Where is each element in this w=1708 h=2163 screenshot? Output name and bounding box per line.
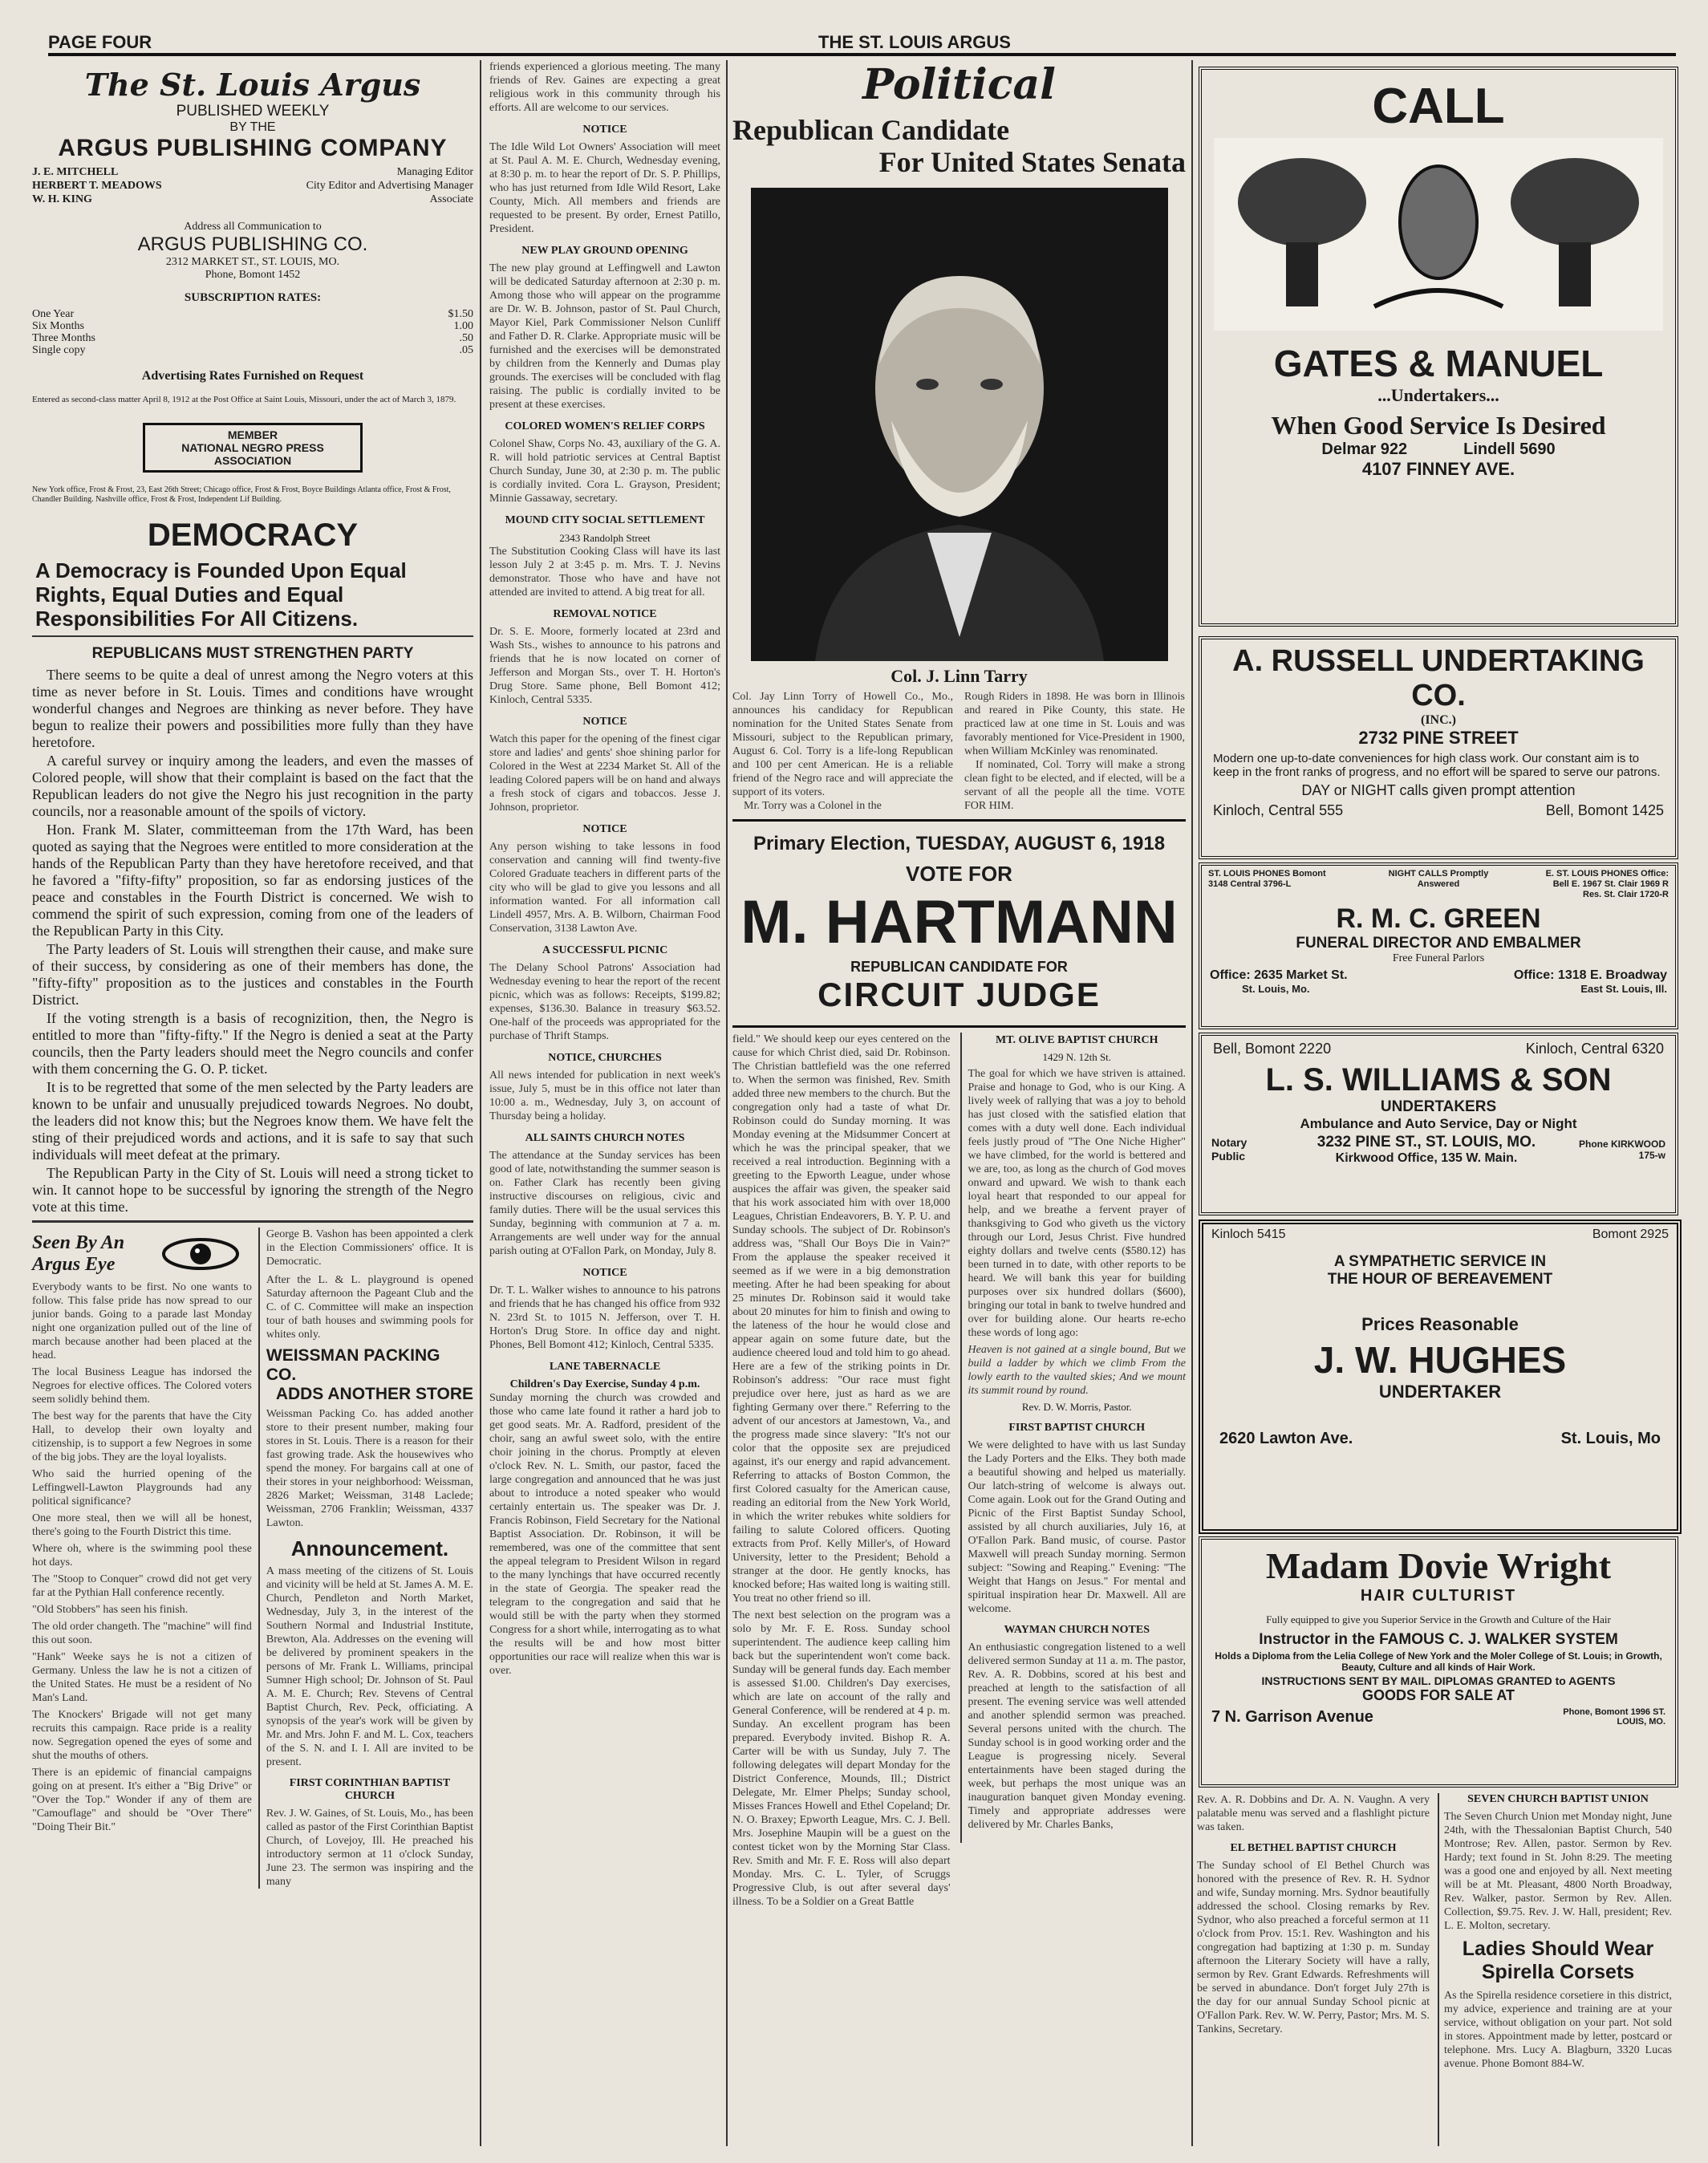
- seven-union-text: The Seven Church Union met Monday night, June 24th, with the Thessalonian Baptist Church, 540 Montrose; Rev. Allen, pastor. Sermon by Rev. Hardy; text found in St. John 8:29. The meeting was a good one and enjoyed by all. Next meeting will be at Mt. Pleasant, 4800 North Broadway, Rev. Walker, pastor. Sermon by Rev. Allen. Collection, $9.75. Rev. J. W. Hall, president; Rev. L. E. Molton, secretary.: [1444, 1811, 1672, 1932]
- notice-text: Dr. T. L. Walker wishes to announce to his patrons and friends that he has changed his office from 932 N. 23rd St. to 1015 N. Jefferson, over T. H. Horton's Drug Store. In office day and night. Phones, Bell Bomont 412; Kinloch, Central 5335.: [489, 1284, 720, 1351]
- olive-heading: MT. OLIVE BAPTIST CHURCH: [995, 1034, 1158, 1046]
- olive-verse: Heaven is not gained at a single bound, But we build a ladder by which we climb From the lowly earth to the vaulted skies; And we mount its summit round by round.: [968, 1344, 1186, 1397]
- dovie-line: INSTRUCTIONS SENT BY MAIL. DIPLOMAS GRANTED to AGENTS: [1261, 1674, 1616, 1687]
- elbethel-text: The Sunday school of El Bethel Church was honored with the presence of Rev. R. H. Sydnor and wife, Sunday morning. Mrs. Sydnor beautifully addressed the school. Closing remarks by Rev. Sydnor, who also preached a forceful sermon at 11 o'clock from Prov. 15:1. Rev. Washington and his congregation had baptizing at 1:30 p. m. Sunday afternoon the Literary Society will have a rally, sermon by Rev. Grant Edwards. Refreshments will be served in abundance. Don't forget July 27th is the day for our annual Sunday School picnic at O'Fallon Park. Rev. W. W. Perry, Pastor; Mrs. M. S. Tankins, Secretary.: [1197, 1860, 1430, 2035]
- candidate-text-right: [964, 690, 1185, 813]
- hughes-line: A SYMPATHETIC SERVICE IN: [1333, 1253, 1547, 1270]
- seen-item: There is an epidemic of financial campaigns going on at present. It's either a "Big Drive" or "Over the Top." Wonder if any of them are "Camouflage" and should be "Over There" "Doing Their Bit.": [32, 1767, 252, 1833]
- column-rule: [1191, 60, 1193, 2146]
- page-label: PAGE FOUR: [48, 32, 152, 52]
- rate-price: $1.50: [448, 308, 473, 320]
- political-title: Political: [862, 60, 1056, 109]
- green-office: Office: 2635 Market St.: [1210, 968, 1348, 982]
- member-box: [143, 423, 363, 473]
- political-head-2: For United States Senata: [878, 146, 1186, 178]
- candidate-text: Mr. Torry was a Colonel in the: [744, 800, 882, 812]
- russell-text: Modern one up-to-date conveniences for high class work. Our constant aim is to keep in the front ranks of progress, and no effort will be spared to serve our patrons.: [1213, 752, 1661, 779]
- notice-text: Watch this paper for the opening of the finest cigar store and ladies' and gents' shoe shining parlor for Colored in the West at 2234 Market St. All of the leading Colored papers will be on hand and always a fresh stock of cigars and tobaccos. Jesse J. Johnson, proprietor.: [489, 733, 720, 814]
- seen-item: The old order changeth. The "machine" will find this out soon.: [32, 1621, 252, 1646]
- announcement-text: A mass meeting of the citizens of St. Louis and vicinity will be held at St. James A. M. E. Church, Pendleton and North Market, Wednesday, July 3, in the interest of the Southern Normal and Industrial Institute, Brewton, Ala. Addresses on the evening will be delivered by prominent speakers in the persons of Mr. Frank L. Williams, principal Sumner High school; Dr. Johnson of St. Paul A. M. E. Church; Rev. Stevens of Central Baptist Church, Rev. Peck, officiating. A synopsis of the year's work will be given by Mr. and Mrs. John F. and M. L. Cox, teachers of the S. N. and I. I. All are invited to be present.: [266, 1565, 473, 1768]
- gates-manuel-slogan: When Good Service Is Desired: [1271, 411, 1606, 440]
- candidate-portrait: [751, 188, 1168, 661]
- editorial-paragraph: Hon. Frank M. Slater, committeeman from the 17th Ward, has been quoted as saying that the Negroes were entitled to more consideration at the hands of the Republican Party than they have heretofore received, and that he favored a "fifty-fifty" proposition, so far as endorsing justices of the peace and constables in the Fourth District is concerned. We wish to commend the spirit of such expression, coming from one of the leaders of the Republican Party in this City.: [32, 822, 473, 939]
- offices-note: New York office, Frost & Frost, 23, East 26th Street; Chicago office, Frost & Frost, Boyce Buildings Atlanta office, Frost & Frost, Chandler Building. Nashville office, Frost & Frost, Independent Lif Building.: [32, 485, 451, 504]
- notice-heading: NOTICE: [582, 124, 627, 136]
- dobbins-text: Rev. A. R. Dobbins and Dr. A. N. Vaughn. A very palatable menu was served and a flashlight picture was taken.: [1197, 1794, 1430, 1833]
- allsaints-heading: ALL SAINTS CHURCH NOTES: [525, 1132, 685, 1144]
- staff-role: Associate: [429, 193, 473, 205]
- candidate-text: Col. Jay Linn Torry of Howell Co., Mo., announces his candidacy for Republican nomination for the United States Senate from Missouri, subject to the Republican primary, August 6. Col. Torry is a life-long Republican and 100 per cent American. He is a reliable friend of the Negro race and will appreciate the support of its voters.: [732, 691, 953, 798]
- elbethel-heading: EL BETHEL BAPTIST CHURCH: [1230, 1842, 1397, 1854]
- column-rule: [480, 60, 481, 2146]
- weissman-text: Weissman Packing Co. has added another store to their present number, making four stores in St. Louis. There is a reason for their fast growing trade. Ask the housewives who spend the money. For bargains call at one of their stores in your neighborhood: Weissman, 2826 Market; Weissman, 3148 Laclede; Weissman, 2706 Franklin; Weissman, 4337 Lawton.: [266, 1408, 473, 1529]
- hughes-line: THE HOUR OF BEREAVEMENT: [1327, 1271, 1553, 1288]
- page-header: [48, 32, 1676, 56]
- seen-item: Everybody wants to be first. No one wants to follow. This false pride has now spread to our junior bands. Going to a parade last Monday night one organization pulled out of the line of march because another had been placed at the head.: [32, 1281, 252, 1362]
- green-parlors: Free Funeral Parlors: [1392, 952, 1485, 964]
- hughes-kinloch: Kinloch 5415: [1211, 1228, 1286, 1241]
- col3-left: [732, 1033, 951, 1908]
- russell-address: 2732 PINE STREET: [1358, 728, 1519, 748]
- green-office: Office: 1318 E. Broadway: [1513, 968, 1667, 982]
- green-phones-left: ST. LOUIS PHONES Bomont 3148 Central 3796-L: [1208, 869, 1326, 889]
- subscription-title: SUBSCRIPTION RATES:: [184, 291, 322, 304]
- editorial-paragraph: The Republican Party in the City of St. Louis will need a strong ticket to win. It cannot hope to be successful by ignoring the strength of the Negro vote at this time.: [32, 1165, 473, 1215]
- russell-day: DAY or NIGHT calls given prompt attention: [1301, 782, 1576, 798]
- hughes-sub: UNDERTAKER: [1378, 1382, 1502, 1402]
- removal-text: Dr. S. E. Moore, formerly located at 23rd and Wash Sts., wishes to announce to his patrons and friends that he is now located on corner of Jefferson and Morgan Sts., over T. H. Horton's Drug Store. Same phone, Bell Bomont 412; Kinloch, Central 5335.: [489, 626, 720, 706]
- seen-item: The "Stoop to Conquer" crowd did not get very far at the Pythian Hall conference recently.: [32, 1573, 252, 1599]
- dovie-address: 7 N. Garrison Avenue: [1211, 1707, 1373, 1726]
- address-lead: Address all Communication to: [184, 221, 322, 233]
- eye-icon: [160, 1234, 241, 1274]
- picnic-heading: A SUCCESSFUL PICNIC: [542, 944, 668, 956]
- hughes-name: J. W. HUGHES: [1313, 1339, 1567, 1381]
- flower-urns-icon: [1214, 138, 1663, 331]
- rate-price: 1.00: [453, 320, 473, 332]
- playground-heading: NEW PLAY GROUND OPENING: [521, 245, 688, 257]
- dovie-name: Madam Dovie Wright: [1265, 1545, 1612, 1586]
- williams-ad: [1199, 1033, 1678, 1215]
- green-ad: [1199, 862, 1678, 1029]
- russell-ad: [1199, 636, 1678, 859]
- wayman-text: An enthusiastic congregation listened to a well delivered sermon Sunday at 11 a. m. The pastor, Rev. A. R. Dobbins, scored at his best and preached at length to the satisfaction of all present. The evening service was well attended and another splendid sermon was preached. Several persons united with the church. The Sunday school is in good working order and the League is progressing nicely. Several entertainments have been staged during the week, but perhaps the most unique was an inauguration banquet given Monday evening. Timely and appropriate addresses were delivered by Mr. Charles Banks,: [968, 1642, 1186, 1831]
- playground-text: The new play ground at Leffingwell and Lawton will be dedicated Saturday afternoon at 2:30 p. m. Among those who will appear on the programme are Dr. W. B. Johnson, pastor of St. Paul Church, Mayor Kiel, Park Commissioner Nelson Cunliff and Father D. R. Clarke. Appropriate music will be furnished and the exercises will be demonstrated by children from the Kennerly and Dumas play grounds. The exercises will be concluded with flag raising. The public is cordially invited to be present at these exercises.: [489, 262, 720, 411]
- col3-right: [960, 1033, 1187, 1843]
- rate-term: Six Months: [32, 320, 84, 332]
- editorial-paragraph: A careful survey or inquiry among the leaders, and even the masses of Colored people, will show that their complaint is based on the fact that the Republican leaders do not give the Negro his just recognition in the party councils, nor a reasonable amount of the spoils of victory.: [32, 753, 473, 819]
- green-sub: FUNERAL DIRECTOR AND EMBALMER: [1296, 935, 1581, 952]
- democracy-subtitle: A Democracy is Founded Upon Equal Rights, Equal Duties and Equal Responsibilities For All Citizens.: [35, 558, 407, 631]
- gates-manuel-ad: [1199, 67, 1678, 627]
- notice-heading: NOTICE: [582, 823, 627, 835]
- paper-name: THE ST. LOUIS ARGUS: [818, 32, 1011, 52]
- olive-text: The goal for which we have striven is attained. Praise and honage to God, who is our King. A lively week of rallying that was a joy to behold has just closed with the satisfied elation that comes with a duty well done. Each individual feels justly proud of "The One Niche Higher" we have climbed, for the world is bettered and we are, too, as long as the church of God moves onward and upward. We wish to thank each loyal heart that responded to our appeal for help, and we breathe a fervent prayer of thanksgiving to God who giveth us the victory through our Lord, Jesus Christ. Five hundred eighty dollars and twelve cents ($580.12) has been turned in to date, with other reports to be heard. We will bank this year for building purposes over six hundred dollars ($600), bringing our total in bank to twelve hundred and over for building alone. Our hearts re-echo these words of long ago:: [968, 1068, 1186, 1339]
- olive-signature: Rev. D. W. Morris, Pastor.: [1021, 1401, 1132, 1413]
- staff-name: HERBERT T. MEADOWS: [32, 180, 162, 192]
- dovie-phone: Phone, Bomont 1996 ST. LOUIS, MO.: [1563, 1707, 1665, 1727]
- robinson-text: field." We should keep our eyes centered on the cause for which Christ died, said Dr. Robinson. The Christian battlefield was the one referred to. When the sermon was finished, Rev. Smith added three new members to the church. But the congregation only had a taste of what Dr. Robinson could do Sunday morning. It was Monday evening at the Midsummer Concert at which he was the principal speaker, that we received a real introduction. Beginning with a greeting to the Epworth League, under whose auspices the affair was given, the speaker said that his work associated him with over 18,000 Leagues, Christian Endeavorers, B. Y. P. U. and Sunday schools. The subject of Dr. Robinson's address was, "Shall Our Boys Die in Vain?" From the applause the speaker received it seemed as if we were in a big demonstration meeting. After he had been speaking for about 25 minutes Dr. Robinson said it would take about 20 minutes for him to finish and owing to the lateness of the hour he would close and appear again on some future date, but the audience cheered loud and told him to go ahead. Here are a few of the striking points in Dr. Robinson's address: "Our race must fight prejudice over here, just as hard as we are fighting Germany over there." Referring to the advent of our ancestors at Jamestown, Va., and the progress made since slavery: "It's not our color that the opposite sex are prejudiced against, it's our energy and rapid advancement. Referring to attacks of Boston Common, the first Colored casualty for the American cause, reading an editorial from the New York World, in which the writer rebukes white soldiers for failing to salute Colored officers. Quoting extracts from Prof. Kelly Miller's, of Howard University, letter to the President; Behold a stranger at the door. He gently knocks, has knocked before; Has waited long is waiting still. You treat no other friend so ill.: [732, 1033, 951, 1605]
- ath-item: After the L. & L. playground is opened Saturday afternoon the Pageant Club and the C. of C. Committee will make an inspection tour of bath houses and swimming pools for whites only.: [266, 1274, 473, 1341]
- rate-price: .05: [459, 344, 473, 356]
- staff-name: J. E. MITCHELL: [32, 166, 119, 178]
- gates-manuel-sub: ...Undertakers...: [1377, 385, 1499, 405]
- mound-text: The Substitution Cooking Class will have its last lesson July 2 at 3:45 p. m. Mrs. T. J. Nevins demonstrator. Those who have and have not attended are invited to attend. A big treat for all.: [489, 546, 720, 599]
- rate-term: One Year: [32, 308, 75, 320]
- editorial-paragraph: If the voting strength is a basis of recognizition, then, the Negro is entitled to more than "fifty-fifty." If the Negro is denied a seat at the Party councils, then the Party leaders should meet the Negro councils and confer with them concerning the G. O. P. ticket.: [32, 1010, 473, 1077]
- spirella-heading: Ladies Should Wear Spirella Corsets: [1462, 1938, 1654, 1983]
- editorial-paragraph: There seems to be quite a deal of unrest among the Negro voters at this time as never before in St. Louis. Times and conditions have wrought wonderful changes and Negroes are thinking as never before. They have begun to realize their powers and possibilities more fully than they have heretofore.: [32, 667, 473, 750]
- churches-heading: NOTICE, CHURCHES: [548, 1052, 662, 1064]
- column-two: [489, 60, 720, 1677]
- staff-list: [32, 165, 473, 206]
- member-line: MEMBER: [227, 428, 278, 441]
- rates-list: [32, 308, 473, 356]
- masthead-company: ARGUS PUBLISHING COMPANY: [58, 135, 448, 161]
- entered-note: Entered as second-class matter April 8, 1912 at the Post Office at Saint Louis, Missouri, under the act of March 3, 1879.: [32, 395, 456, 404]
- lane-text: Sunday morning the church was crowded and those who came late found it rather a hard job to get good seats. Mr. A. Radford, president of the choir, sang an awful sweet solo, with the entire choir joining in the chorus. Promptly at eleven o'clock Rev. N. L. Smith, our pastor, faced the large congregation and announced that he was just about to introduce a noted speaker who would certainly entertain us. The speaker was Dr. J. Francis Robinson, Field Secretary for the National Baptist Association. Dr. Robinson, it will be remembered, was one of the committee that sent the appeal telegram to President Wilson in regard to the many lynchings that have occurred recently in the state of Georgia. The speaker read the telegram to the congregation and said that he would still be with the party when they stormed Congress for a short while, interrogating as to what the results will be and how most bitter opportunities our race will realize when this war is over.: [489, 1392, 720, 1677]
- masthead-published: PUBLISHED WEEKLY: [176, 103, 330, 120]
- williams-kirkwood: Kirkwood Office, 135 W. Main.: [1335, 1151, 1518, 1165]
- announcement-heading: Announcement.: [290, 1536, 449, 1560]
- seen-item: The Knockers' Brigade will not get many recruits this campaign. Race pride is a reality now. Segregation opened the eyes of some and shut the mouths of others.: [32, 1709, 252, 1762]
- rate-term: Single copy: [32, 344, 86, 356]
- spirella-text: As the Spirella residence corsetiere in this district, my advice, experience and training are at your service, without obligation on your part. Not sold in stores. Appointment made by letter, postcard or telephone. Mrs. Lucy A. Blagburn, 3320 Lucas avenue. Phone Bomont 884-W.: [1444, 1990, 1672, 2070]
- column-rule: [726, 60, 728, 2146]
- notice-heading: NOTICE: [582, 716, 627, 728]
- hartmann-name: M. HARTMANN: [740, 888, 1178, 956]
- hughes-prices: Prices Reasonable: [1361, 1314, 1519, 1334]
- democracy-title: DEMOCRACY: [147, 517, 359, 553]
- green-city: St. Louis, Mo.: [1242, 983, 1310, 995]
- weissman-heading: WEISSMAN PACKING CO.: [266, 1346, 440, 1384]
- gates-manuel-phone: Lindell 5690: [1463, 440, 1556, 458]
- green-phones-right: E. ST. LOUIS PHONES Office: Bell E. 1967 St. Clair 1969 R Res. St. Clair 1720-R: [1545, 869, 1669, 899]
- column-four: [1197, 60, 1678, 2146]
- relief-heading: COLORED WOMEN'S RELIEF CORPS: [505, 420, 705, 432]
- lane-heading: LANE TABERNACLE: [549, 1361, 661, 1373]
- hartmann-ad: [732, 822, 1186, 1025]
- russell-inc: (INC.): [1421, 713, 1456, 727]
- masthead-phone: Phone, Bomont 1452: [205, 269, 301, 281]
- williams-phone: Phone KIRKWOOD 175-w: [1579, 1138, 1665, 1161]
- notice-text: The Idle Wild Lot Owners' Association will meet at St. Paul A. M. E. Church, Wednesday evening, at 8:30 p. m. to hear the report of Dr. S. P. Phillips, who has just returned from Idle Wild Resort, Lake County, Mich. All members and friends are requested to be present. By order, Ernest Patillo, President.: [489, 141, 720, 235]
- hartmann-line: REPUBLICAN CANDIDATE FOR: [850, 959, 1068, 975]
- seven-union-heading: SEVEN CHURCH BAPTIST UNION: [1467, 1793, 1649, 1805]
- hughes-address: 2620 Lawton Ave.: [1219, 1430, 1353, 1447]
- dovie-line: Holds a Diploma from the Lelia College of New York and the Moler College of St. Louis; in Growth, Beauty, Culture and all kinds of Hair Work.: [1215, 1650, 1662, 1673]
- staff-role: Managing Editor: [396, 166, 473, 178]
- gates-manuel-address: 4107 FINNEY AVE.: [1361, 459, 1515, 479]
- dovie-sub: HAIR CULTURIST: [1360, 1587, 1517, 1605]
- member-line: NATIONAL NEGRO PRESS: [181, 441, 324, 454]
- dovie-line: GOODS FOR SALE AT: [1361, 1687, 1515, 1703]
- churches-text: All news intended for publication in next week's issue, July 5, must be in this office not later than 10:00 a. m., Wednesday, July 3, on account of Thursday being a holiday.: [489, 1069, 720, 1122]
- seen-item: "Old Stobbers" has seen his finish.: [32, 1604, 189, 1616]
- gates-manuel-name: GATES & MANUEL: [1273, 343, 1604, 384]
- hartmann-line: Primary Election, TUESDAY, AUGUST 6, 1918: [753, 833, 1166, 854]
- address-company: ARGUS PUBLISHING CO.: [137, 233, 368, 255]
- picnic-text: The Delany School Patrons' Association had Wednesday evening to hear the report of the recent picnic, which was as follows: Receipts, $199.82; expenses, $136.30. Balance in treasury $63.52. One-half of the proceeds was appropriated for the purchase of Thrift Stamps.: [489, 962, 720, 1042]
- dovie-line: Fully equipped to give you Superior Service in the Growth and Culture of the Hair: [1266, 1613, 1611, 1625]
- first-baptist-text: We were delighted to have with us last Sunday the Lady Porters and the Elks. They both made a beautiful showing and helped us materially. Our latch-string of welcome is always out. Come again. Look out for the Grand Outing and Picnic of the First Baptist Sunday School, assisted by all church auxiliaries, July 16, at O'Fallon Park. Band music, of course. Pastor Maxwell will preach Sunday morning. Sermon subject: "Sowing and Reaping." Evening: "The Weight that Hangs on Jesus." For mental and spiritual inspiration hear Dr. Maxwell. All are welcome.: [968, 1439, 1186, 1615]
- relief-text: Colonel Shaw, Corps No. 43, auxiliary of the G. A. R. will hold patriotic services at Central Baptist Church Sunday, June 30, at 2:30 p. m. The public is cordially invited. Cora L. Grayson, President; Minnie Gassaway, secretary.: [489, 438, 720, 505]
- candidate-text: If nominated, Col. Torry will make a strong clean fight to be elected, and if elected, will be a servant of all the people all the time. VOTE FOR HIM.: [964, 759, 1185, 812]
- notice-text: Any person wishing to take lessons in food conservation and canning will find twenty-five Colored Graduate teachers in different parts of the city who will be glad to give you lessons and all information wanted. For all information call Lindell 4957, Mrs. A. B. Wilborn, Chairman Food Conservation, 3138 Lawton Ave.: [489, 841, 720, 935]
- masthead-by: BY THE: [229, 120, 276, 134]
- first-baptist-heading: FIRST BAPTIST CHURCH: [1008, 1422, 1146, 1434]
- seen-item: Who said the hurried opening of the Leffingwell-Lawton Playgrounds had any political significance?: [32, 1468, 252, 1508]
- seen-item: Where oh, where is the swimming pool these hot days.: [32, 1543, 252, 1568]
- russell-kinloch: Kinloch, Central 555: [1213, 802, 1344, 818]
- advertising-note: Advertising Rates Furnished on Request: [141, 369, 364, 383]
- corinthian-text: Rev. J. W. Gaines, of St. Louis, Mo., has been called as pastor of the First Corinthian Baptist Church, of Lovejoy, Ill. He preached his introductory sermon at 11 o'clock Sunday, June 23. The sermon was inspiring and the many: [266, 1808, 473, 1888]
- wayman-heading: WAYMAN CHURCH NOTES: [1004, 1624, 1150, 1636]
- portrait-image: [751, 188, 1168, 661]
- hughes-bomont: Bomont 2925: [1592, 1228, 1669, 1241]
- seen-title-block: [32, 1232, 252, 1276]
- allsaints-text: The attendance at the Sunday services has been good of late, notwithstanding the summer season is on. Father Clark has recently been giving instructive discourses on religious, civic and family duties. There will be the usual services this Sunday, beginning with communion at 7 a. m. Arrangements are well under way for the annual parish outing at O'Fallon Park, on Monday, July 8.: [489, 1150, 720, 1257]
- hughes-ad: [1199, 1219, 1682, 1534]
- call-title: CALL: [1372, 79, 1505, 134]
- staff-role: City Editor and Advertising Manager: [306, 180, 473, 192]
- portrait-caption: Col. J. Linn Tarry: [891, 666, 1028, 686]
- staff-name: W. H. KING: [32, 193, 92, 205]
- notice-heading: NOTICE: [582, 1267, 627, 1279]
- candidate-text: Rough Riders in 1898. He was born in Illinois and reared in Pike County, this state. He practiced law at one time in St. Louis and was favorably mentioned for Vice-President in 1900, when William McKinley was renominated.: [964, 691, 1185, 757]
- mound-heading: MOUND CITY SOCIAL SETTLEMENT: [505, 514, 705, 526]
- dovie-wright-ad: [1199, 1536, 1678, 1788]
- hartmann-office: CIRCUIT JUDGE: [817, 976, 1101, 1013]
- intro-text: friends experienced a glorious meeting. The many friends of Rev. Gaines are expecting a great religious work in this community through his efforts. All are welcome to our services.: [489, 61, 720, 114]
- seen-item: The local Business League has indorsed the Negroes for elective offices. The Colored voters seem solidly behind them.: [32, 1366, 252, 1406]
- column-one: [32, 60, 473, 2146]
- member-line: ASSOCIATION: [213, 454, 292, 467]
- column-three: [732, 60, 1186, 2146]
- seen-column: [32, 1228, 252, 1889]
- robinson-text: The next best selection on the program was a solo by Mr. F. E. Ross. Sunday school superintendent. The audience keep calling him back but the superintendent won't come back. Sunday will be general funds day. Each member is assessed $1.00. Children's Day exercises, which are late on account of the rally and General Conference, will be rendered at 4 p. m. Sunday. An excellent program has been prepared. Everybody invited. Bishop R. A. Carter will be with us Sunday, July 7. The following delegates will depart Monday for the District Conference, Mounds, Ill.; District Delegate, Mr. Elmer Phelps; Sunday school, Misses Frances Howell and Ethel Copeland; Dr. N. O. Braxey; Epworth League, Mrs. C. J. Bell. Mrs. Josephine Maupin will be a guest on the contest ticket won by the Morning Star Class. Rev. Smith and Mr. F. E. Ross will also depart Monday. Mrs. C. L. Tyler, of Scruggs Progressive Club, is out after several days' illness. To be a Soldier on a Great Battle: [732, 1609, 951, 1908]
- political-head-1: Republican Candidate: [732, 114, 1010, 146]
- russell-name: A. RUSSELL UNDERTAKING CO.: [1232, 644, 1645, 712]
- rate-price: .50: [459, 332, 473, 344]
- editorial-paragraph: It is to be regretted that some of the men selected by the Party leaders are known to be unfair and unusually prejudiced towards Negroes. No doubt, the leaders did not know this; but the Negroes know them. We have felt the sting of their prejudiced words and actions, and it is safe to say that such individuals will meet defeat at the primary.: [32, 1079, 473, 1163]
- green-name: R. M. C. GREEN: [1336, 903, 1541, 934]
- candidate-text-left: [732, 690, 953, 813]
- williams-address: 3232 PINE ST., ST. LOUIS, MO.: [1316, 1134, 1536, 1150]
- dovie-line: Instructor in the FAMOUS C. J. WALKER SYSTEM: [1259, 1631, 1618, 1648]
- williams-bell: Bell, Bomont 2220: [1213, 1041, 1332, 1057]
- lane-subheading: Children's Day Exercise, Sunday 4 p.m.: [509, 1378, 700, 1390]
- corinthian-heading: FIRST CORINTHIAN BAPTIST CHURCH: [289, 1777, 451, 1802]
- olive-address: 1429 N. 12th St.: [1042, 1051, 1112, 1063]
- col4-right: [1438, 1793, 1672, 2146]
- seen-item: "Hank" Weeke says he is not a citizen of Germany. Unless the law he is not a citizen of the United States. He must be a resident of No Man's Land.: [32, 1651, 252, 1704]
- gates-manuel-phone: Delmar 922: [1321, 440, 1408, 458]
- green-city: East St. Louis, Ill.: [1580, 983, 1667, 995]
- removal-heading: REMOVAL NOTICE: [553, 608, 657, 620]
- editorial-paragraph: The Party leaders of St. Louis will strengthen their cause, and make sure of their success, by considering as one of their members has done, the "fifty-fifty" proposition as to the justices and constables in the Fourth District.: [32, 941, 473, 1008]
- williams-kinloch: Kinloch, Central 6320: [1525, 1041, 1664, 1057]
- green-night: NIGHT CALLS Promptly Answered: [1388, 869, 1489, 889]
- mound-address: 2343 Randolph Street: [559, 532, 651, 544]
- masthead-title: The St. Louis Argus: [84, 67, 421, 103]
- hartmann-line: VOTE FOR: [906, 862, 1012, 886]
- weissman-subheading: ADDS ANOTHER STORE: [275, 1385, 473, 1403]
- williams-service: Ambulance and Auto Service, Day or Night: [1300, 1116, 1577, 1131]
- editorial-heading: REPUBLICANS MUST STRENGTHEN PARTY: [91, 645, 414, 662]
- russell-bell: Bell, Bomont 1425: [1545, 802, 1664, 818]
- hughes-city: St. Louis, Mo: [1560, 1430, 1661, 1447]
- address-street: 2312 MARKET ST., ST. LOUIS, MO.: [165, 256, 340, 268]
- seen-item: The best way for the parents that have the City Hall, to develop their own loyalty and citizenship, is to support a few Negroes in some of the big jobs. They are the loyal loyalists.: [32, 1410, 252, 1463]
- williams-notary: Notary Public: [1211, 1136, 1248, 1163]
- rate-term: Three Months: [32, 332, 95, 344]
- vashon-item: George B. Vashon has been appointed a clerk in the Election Commissioners' office. It is Democratic.: [266, 1228, 473, 1268]
- col4-left: [1197, 1793, 1430, 2146]
- seen-item: One more steal, then we will all be honest, there's going to the Fourth District this time.: [32, 1512, 252, 1538]
- williams-name: L. S. WILLIAMS & SON: [1265, 1062, 1612, 1098]
- williams-sub: UNDERTAKERS: [1380, 1098, 1497, 1115]
- seen-title: Seen By An Argus Eye: [32, 1232, 125, 1275]
- column-one-right: [258, 1228, 473, 1889]
